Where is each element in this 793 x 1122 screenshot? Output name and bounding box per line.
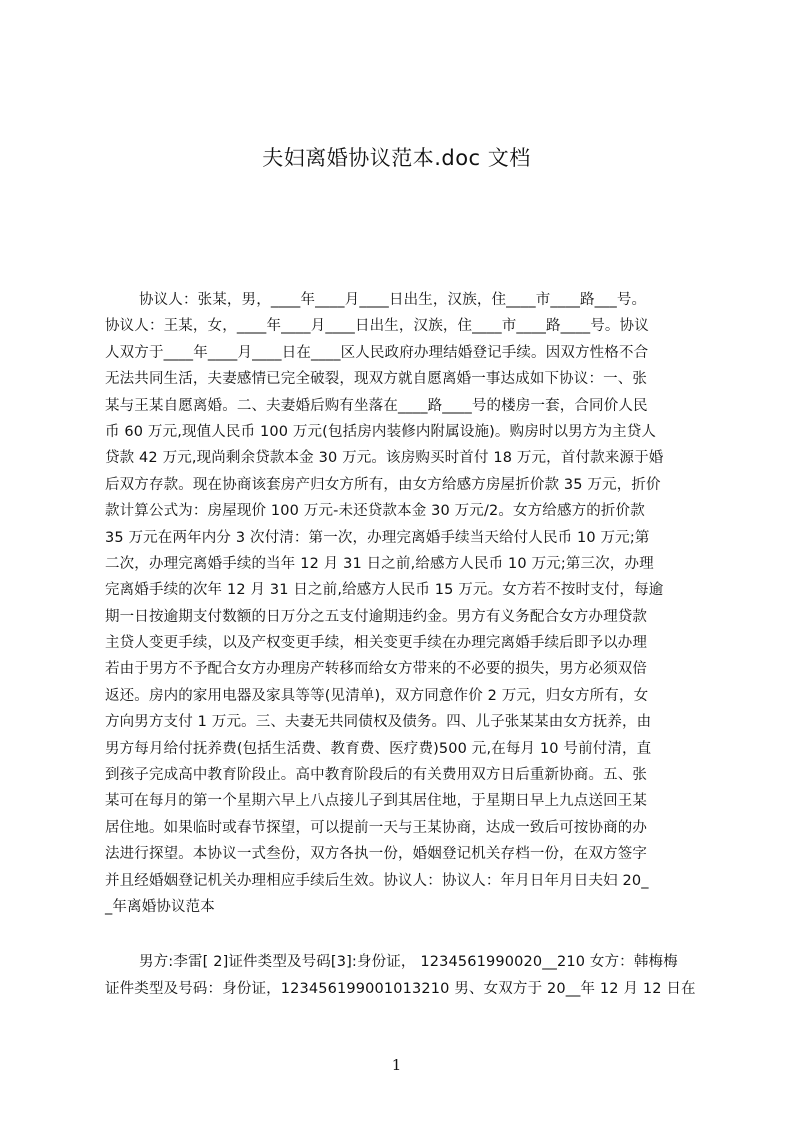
paragraph-gap: [105, 920, 697, 949]
paragraph-line: 方向男方支付 1 万元。三、夫妻无共同债权及债务。四、儿子张某某由女方抚养，由: [105, 714, 652, 731]
paragraph-line: 款计算公式为：房屋现价 100 万元-未还贷款本金 30 万元/2。女方给感方的折价款: [105, 503, 645, 520]
paragraph-line: 人双方于____年____月____日在____区人民政府办理结婚登记手续。因双方性格不合: [105, 344, 649, 361]
paragraph-line: 男方:李雷[ 2]证件类型及号码[3]:身份证， 1234561990020__210 女方：韩梅梅: [139, 954, 678, 971]
paragraph-line: 协议人：王某，女，____年____月____日出生，汉族，住____市____路____号。协议: [105, 318, 649, 335]
paragraph-line: 币 60 万元,现值人民币 100 万元(包括房内装修内附属设施)。购房时以男方为主贷人: [105, 423, 657, 440]
paragraph-line: 男方每月给付抚养费(包括生活费、教育费、医疗费)500 元,在每月 10 号前付清，直: [105, 740, 652, 757]
paragraph-line: 主贷人变更手续，以及产权变更手续，相关变更手续在办理完离婚手续后即予以办理: [105, 635, 648, 652]
paragraph-line: 返还。房内的家用电器及家具等等(见清单)，双方同意作价 2 万元，归女方所有，女: [105, 687, 649, 704]
document-title: 夫妇离婚协议范本.doc 文档: [262, 146, 531, 170]
paragraph-line: 法进行探望。本协议一式叁份，双方各执一份，婚姻登记机关存档一份，在双方签字: [105, 846, 648, 863]
paragraph-line: 协议人：张某，男，____年____月____日出生，汉族，住____市____路___号。: [139, 292, 647, 308]
paragraph-line: 若由于男方不予配合女方办理房产转移而给女方带来的不必要的损失，男方必须双倍: [105, 661, 648, 678]
paragraph-line: 到孩子完成高中教育阶段止。高中教育阶段后的有关费用双方日后重新协商。五、张: [105, 767, 648, 784]
paragraph-line: 35 万元在两年内分 3 次付清：第一次，办理完离婚手续当天给付人民币 10 万元;第: [105, 529, 650, 546]
paragraph-line: 证件类型及号码：身份证，123456199001013210 男、女双方于 20__年 12 月 12 日在: [105, 980, 696, 997]
paragraph-line: 居住地。如果临时或春节探望，可以提前一天与王某协商，达成一致后可按协商的办: [105, 819, 648, 836]
paragraph-line: 并且经婚姻登记机关办理相应手续后生效。协议人：协议人：年月日年月日夫妇 20_: [105, 872, 649, 889]
paragraph-line: 贷款 42 万元,现尚剩余贷款本金 30 万元。该房购买时首付 18 万元，首付款来源于婚: [105, 450, 664, 467]
document-body: [105, 287, 697, 997]
paragraph-line: 某与王某自愿离婚。二、夫妻婚后购有坐落在____路____号的楼房一套，合同价人民: [105, 397, 648, 414]
paragraph-line: _年离婚协议范本: [105, 898, 215, 915]
paragraph-line: 期一日按逾期支付数额的日万分之五支付逾期违约金。男方有义务配合女方办理贷款: [105, 608, 648, 625]
paragraph-line: 某可在每月的第一个星期六早上八点接儿子到其居住地，于星期日早上九点送回王某: [105, 793, 648, 810]
paragraph-line: 完离婚手续的次年 12 月 31 日之前,给感方人民币 15 万元。女方若不按时支付，每逾: [105, 582, 664, 599]
page-number: 1: [391, 1056, 402, 1074]
paragraph-line: 二次，办理完离婚手续的当年 12 月 31 日之前,给感方人民币 10 万元;第三次，办理: [105, 555, 654, 572]
paragraph-line: 后双方存款。现在协商该套房产归女方所有，由女方给感方房屋折价款 35 万元，折价: [105, 476, 661, 493]
paragraph-line: 无法共同生活，夫妻感情已完全破裂，现双方就自愿离婚一事达成如下协议：一、张: [105, 371, 648, 388]
